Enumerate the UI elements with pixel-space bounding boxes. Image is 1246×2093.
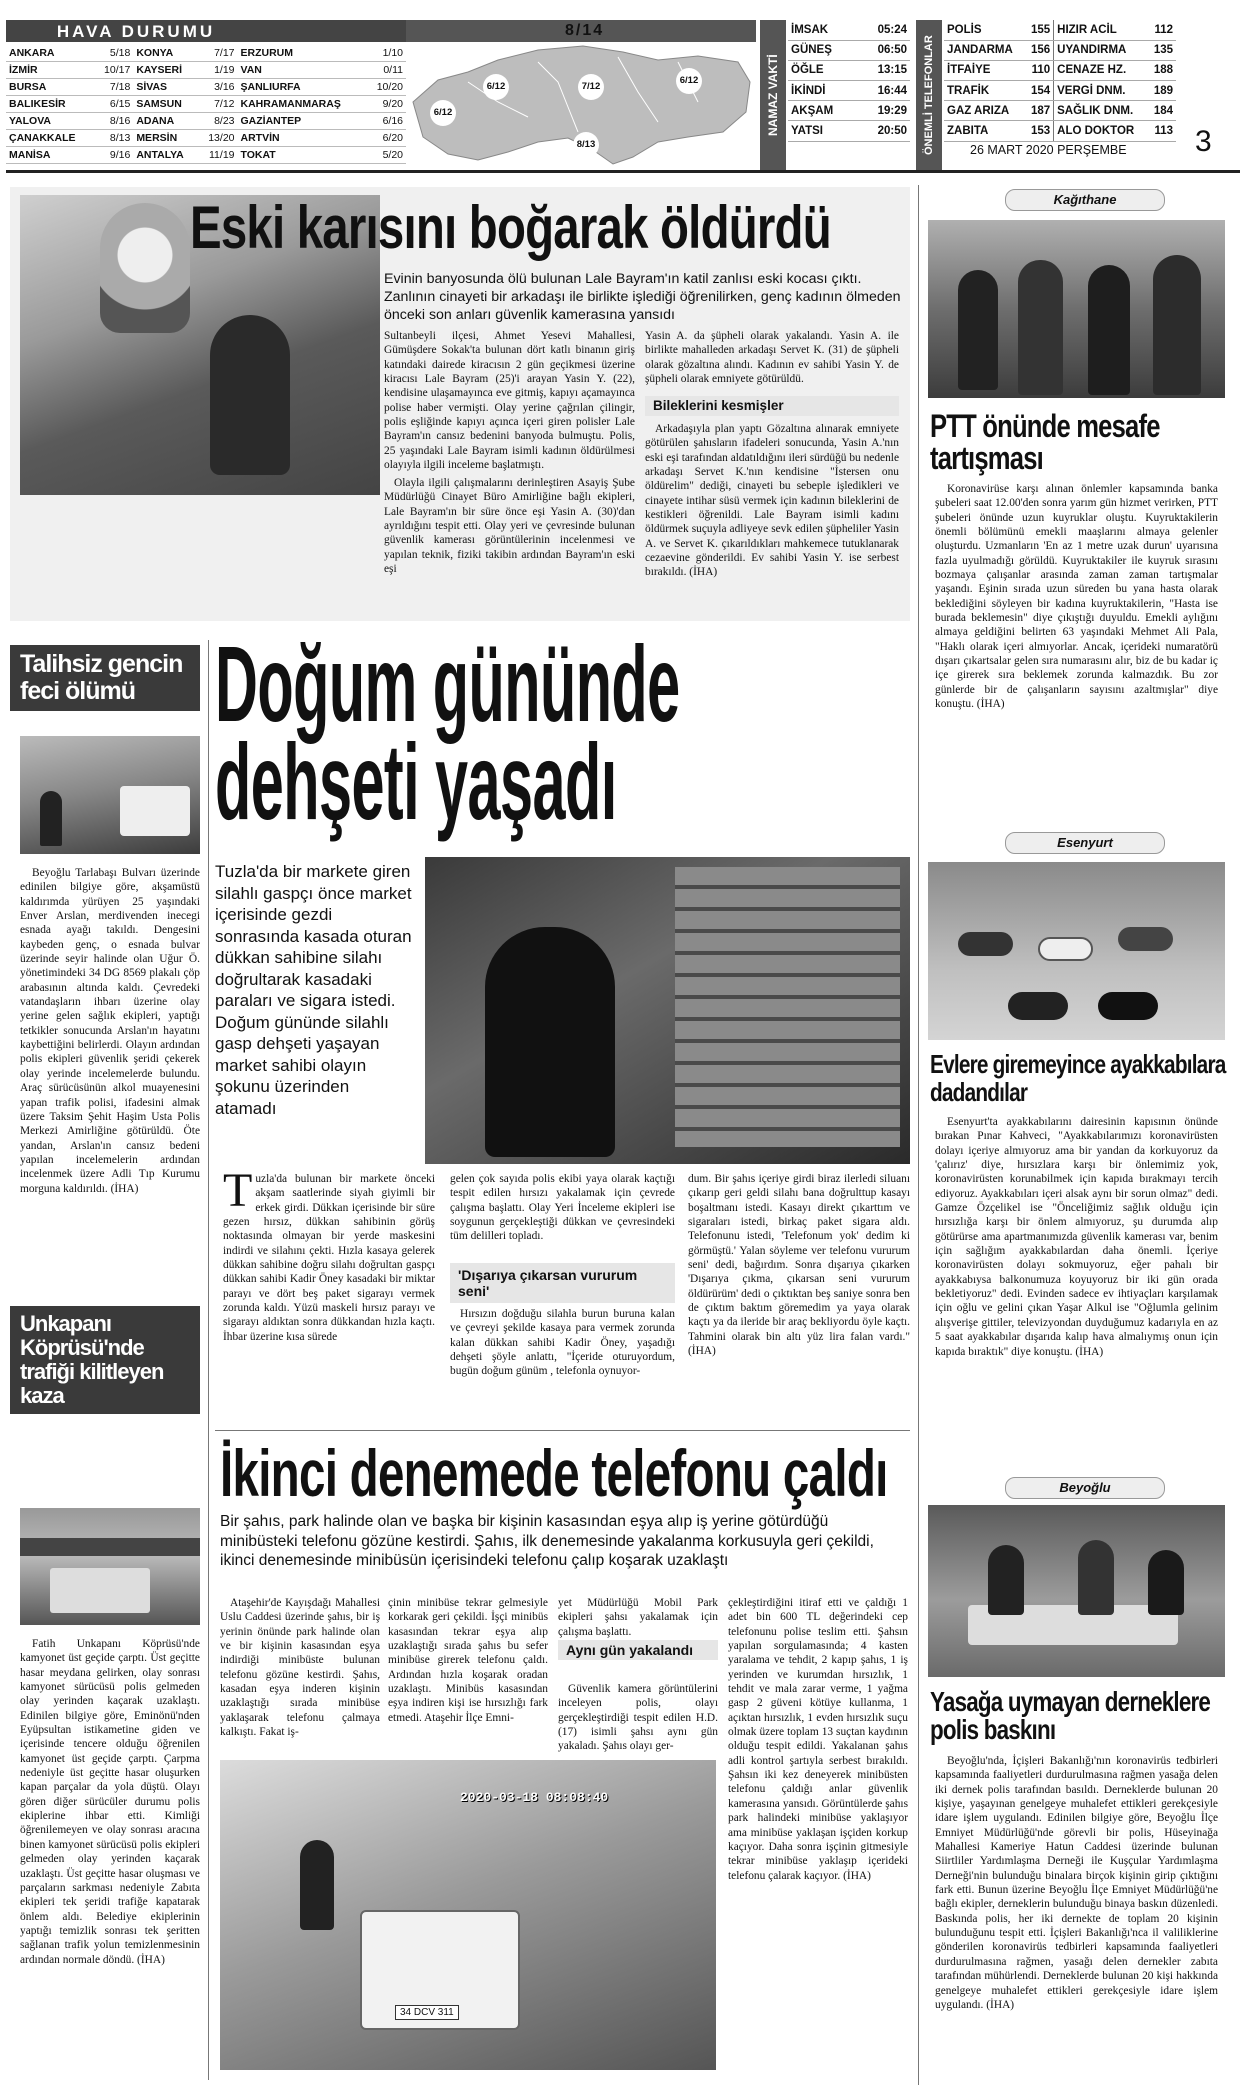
weather-city: ŞANLIURFA [238, 79, 367, 96]
prayer-name: ÖĞLE [788, 60, 858, 80]
phone-number: 189 [1148, 81, 1176, 101]
phone-service: TRAFİK [944, 81, 1025, 101]
weather-temp: 5/20 [367, 147, 406, 164]
weather-temp: 9/20 [367, 96, 406, 113]
left-text-talihsiz: Beyoğlu Tarlabaşı Bulvarı üzerinde edinilen bilgiye göre, akşamüstü kaldırımda yürüyen 25 yaşındaki Enver Arslan, merdivenden inecegi esnada ayağı takıldı. Dengesini kaybeden genç, o esnada bulvar üzerinde seyir halinde olan Uğur Ö. yönetimindeki 34 DG 8569 plakalı çöp arabasının altında kaldı. Çevredeki vatandaşların ihbarı üzerine olay yerine gelen sağlık ekipleri, yaptığı tetkikler sonucunda Arslan'ın hayatını kaybettiğini belirlerdi. Olayın ardından polis ekipleri güvenlik şeridi çekerek olay yerinde incelemelerde bulundu. Araç sürücüsünün alkol muayenesini yapan trafik polisi, ifadesini almak üzere Taksim Şehit Haşim Usta Polis Merkezi Amirliğine götürüldü. Öte yandan, Arslan'ın cansız bedeni yapılan incelemelerin ardından incelenmek üzere Adli Tıp Kurumu morguna kaldırıldı. (İHA) [20, 867, 200, 1195]
article3-col1: Ataşehir'de Kayışdağı Mahallesi Uslu Caddesi üzerinde şahıs, bir iş yerinin önünde park halinde olan ve bir kişinin kasasından eşya indirdiği minibüste bulunan telefonu gözüne kestirdi. Şahıs, kasadan eşya inderen kişinin uzaklaştığı sırada minibüse yaklaşarak telefonu çalmaya kalkıştı. Fakat iş- [220, 1597, 380, 1739]
weather-temp: 10/17 [94, 62, 133, 79]
prayer-row [788, 60, 910, 80]
prayer-time: 16:44 [858, 81, 910, 101]
weather-temp: 7/18 [94, 79, 133, 96]
weather-city: BURSA [6, 79, 94, 96]
weather-temp: 13/20 [198, 130, 237, 147]
weather-city: MANİSA [6, 147, 94, 164]
weather-city: İZMİR [6, 62, 94, 79]
article2-deck: Tuzla'da bir markete giren silahlı gaspçı önce market içerisinde gezdi sonrasında kasada oturan dükkan sahibine silahı doğrultarak kasadaki paraları ve sigara istedi. Doğum gününde silahlı gasp dehşeti yaşayan market sahibi olayın şokunu üzerinden atamadı [215, 862, 412, 1118]
issue-date: 26 MART 2020 PERŞEMBE [970, 143, 1127, 157]
article1-col2b: Arkadaşıyla plan yaptı Gözaltına alınarak emniyete götürülen şahısların ifadeleri sonucunda, Yasin A.'nın eski eşi tarafından aldatıldığını ileri sürdüğü bu nedenle arkadaşı Servet K.'nın kendisine "İstersen onu öldürelim" dediği, cinayeti bu sebeple işledikleri ve cinayete intihar süsü vermek için kadının bileklerini de kestikleri öğrenildi. Lale Bayram isimli kadını öldürmek suçuyla adliyeye sevk edilen şüpheliler Yasin A. ve Servet K. çıkarıldıkları mahkemece tutuklanarak cezaevine gönderildi. Ev sahibi Yasin Y. ise serbest bırakıldı. (İHA) [645, 423, 900, 579]
cctv-timestamp: 2020-03-18 08:08:40 [460, 1790, 609, 1805]
thief-figure [300, 1840, 334, 1930]
weather-temp: 0/11 [367, 62, 406, 79]
map-date: 8/14 [565, 22, 605, 39]
weather-temp: 7/17 [198, 45, 237, 62]
phone-row [944, 20, 1176, 40]
shoes-photo [928, 862, 1225, 1040]
weather-row [6, 62, 406, 79]
weather-temp: 11/19 [198, 147, 237, 164]
right-headline-ptt: PTT önünde mesafe tartışması [930, 408, 1160, 476]
phone-number: 188 [1148, 60, 1176, 80]
phone-number: 110 [1025, 60, 1054, 80]
prayer-name: YATSI [788, 121, 858, 141]
shoe [1098, 992, 1158, 1020]
prayer-row [788, 121, 910, 141]
shoe [958, 932, 1013, 956]
weather-row [6, 96, 406, 113]
phone-number: 156 [1025, 40, 1054, 60]
phone-service: ZABITA [944, 121, 1025, 141]
prayer-row [788, 20, 910, 40]
queue-person [1018, 260, 1063, 395]
person [988, 1545, 1024, 1615]
article2-headline-line1: Doğum gününde [215, 623, 680, 744]
weather-temp: 8/16 [94, 113, 133, 130]
map-label: 7/12 [578, 74, 604, 100]
bridge-shape [20, 1538, 200, 1556]
prayer-name: İMSAK [788, 20, 858, 40]
queue-person [1088, 265, 1130, 395]
weather-temp: 8/13 [94, 130, 133, 147]
minibus-cctv-photo [220, 1760, 716, 2070]
weather-city: KONYA [133, 45, 198, 62]
prayer-row [788, 81, 910, 101]
weather-city: KAYSERİ [133, 62, 198, 79]
shoe [1038, 937, 1093, 961]
right-headline-shoes: Evlere giremeyince ayakkabılara dadandılar [930, 1049, 1226, 1107]
prayer-time: 13:15 [858, 60, 910, 80]
phone-row [944, 40, 1176, 60]
person [1148, 1550, 1184, 1615]
weather-temp: 1/10 [367, 45, 406, 62]
prayer-time: 20:50 [858, 121, 910, 141]
prayer-row [788, 101, 910, 121]
right-sidebar-rule [918, 185, 919, 2085]
phone-service: GAZ ARIZA [944, 101, 1025, 121]
cctv-figure [210, 315, 290, 475]
article3-deck: Bir şahıs, park halinde olan ve başka bir kişinin kasasından eşya alıp iş yerine götürdüğü minibüsteki telefonu gözüne kestirdi. Şahıs, ilk denemesinde yakalanma korkusuyla geri çekildi, ikinci denemesinde minibüsün içerisindeki telefonu çalıp koşarak uzaklaştı [220, 1513, 874, 1569]
phone-number: 112 [1148, 20, 1176, 40]
prayer-name: GÜNEŞ [788, 40, 858, 60]
article2-col1: Tuzla'da bulunan bir markete önceki akşam saatlerinde siyah giyimli bir erkek girdi. Dükkan içerisinde bir süre gezen hırsız, dükkan sahibinin görüş noktasında olmayan bir yerde maskesini indirdi ve silahını çekti. Hızla kasaya gelerek dükkan sahibine doğru silahı doğrultan gaspçı dükkan sahibi Kadir Öney kasadaki bir miktar parayı ve dört beş paket sigarayı vermek zorunda kaldı. Yüzü maskeli hırsız parayı ve sigarayı aldıktan sonra dükkandan hızla kaçtı. İhbar üzerine kısa sürede [223, 1164, 435, 1343]
header-rule [6, 170, 1240, 173]
map-label: 6/12 [483, 74, 509, 100]
victim-portrait [100, 203, 190, 333]
weather-city: ADANA [133, 113, 198, 130]
phone-number: 155 [1025, 20, 1054, 40]
queue-person [958, 270, 998, 390]
istanbul-map [408, 42, 755, 170]
dernek-photo [928, 1505, 1225, 1677]
weather-city: TOKAT [238, 147, 367, 164]
phone-service: CENAZE HZ. [1054, 60, 1148, 80]
phone-service: UYANDIRMA [1054, 40, 1148, 60]
prayer-name: AKŞAM [788, 101, 858, 121]
phones-label: ÖNEMLİ TELEFONLAR [916, 20, 942, 170]
weather-row [6, 147, 406, 164]
article1-headline: Eski karısını boğarak öldürdü [190, 194, 831, 261]
right-headline-dernek: Yasağa uymayan derneklere polis baskını [930, 1686, 1211, 1745]
article3-subheading: Aynı gün yakalandı [558, 1640, 718, 1660]
left-text-unkapani: Fatih Unkapanı Köprüsü'nde kamyonet üst geçide çarptı. Üst geçitte hasar meydana gelirken, olay sonrası kamyonet sürücüsü polis gelmeden olay yerinden kaçarak uzaklaştı. Edinilen bilgiye göre, Eminönü'nden Eyüpsultan istikametine giden ve içerisinde tencere olduğu öğrenilen kamyonet üst geçide çarptı. Çarpma nedeniyle üst geçitte hasar oluşurken kapan parçalar da yola düştü. Olayı gören diğer sürücüler durumu polis ekiplerine ihbar etti. Kimliği öğrenilemeyen ve olay sonrası aracına binen kamyonet sürücüsü polis ekipleri gelmeden olay yerinden kaçarak uzaklaştı. Üst geçitte hasar oluşması ve parçaların sarkması nedeniyle Zabıta ekipleri tek şeridi trafiğe kapatarak önlem aldı. Belediye ekiplerinin yaptığı temizlik sonrası tek şeritten sağlanan trafik yolun temizlenmesinin ardından normale döndü. (İHA) [20, 1638, 200, 1966]
phone-number: 135 [1148, 40, 1176, 60]
phones-table [944, 20, 1176, 142]
map-label: 6/12 [676, 68, 702, 94]
prayer-times-table [788, 20, 910, 142]
weather-city: ÇANAKKALE [6, 130, 94, 147]
article3-col4: çekleştirdiğini itiraf etti ve çaldığı 1 adet bin 600 TL değerindeki cep telefonunu polise teslim etti. Şahsın yapılan sorgulamasında; 4 kasten yaralama ve tehdit, 2 kapıp şahıs, 1 iş yerinden ve kurumdan hırsızlık, 1 tehdit ve mala zarar verme, 1 yağma gasp 2 güveni kötüye kullanma, 1 açıktan hırsızlık, 1 evden hırsızlık suçu olmak üzere toplam 13 suçtan kaydının olduğu tespit edildi. Yakalanan şahıs adli kontrol şartıyla serbest bırakıldı. Şahsın iki kez deneyerek minibüsten telefonu çaldığı anlar güvenlik kamerasına yansıdı. Görüntülerde şahıs park halindeki minibüse yaklaşıyor ama minibüse yaklaşan işçiden korkup kaçıyor. Daha sonra işçinin gitmesiyle tekrar minibüse yaklaşıp içerideki telefonu çalarak kaçıyor. (İHA) [728, 1597, 908, 1882]
queue-person [1153, 255, 1201, 395]
tag-esenyurt: Esenyurt [1005, 832, 1165, 854]
article1-col1b: Olayla ilgili çalışmalarını derinleştiren Asayiş Şube Müdürlüğü Cinayet Büro Amirliğine bağlı ekipleri, Lale Bayram'ın bir süre önce eşi Yasin A. (30)'dan ayrıldığını tespit etti. Olay yeri ve çevresinde bulunan güvenlik kamerası görüntülerinin incelenmesi ve yapılan teknik, fiziki takibin ardından Bayram'ın eski eşi [384, 477, 635, 576]
article2-col2b: Hırsızın doğduğu silahla burun buruna kalan ve çevreyi şekilde kasaya para vermek zorunda kalan dükkan sahibi Kadir Öney, yaşadığı dehşeti şöyle anlattı, "İçeride oturuyordum, bugün doğum günüm , telefonla oynuyor- [450, 1308, 675, 1378]
tag-kagithane: Kağıthane [1005, 189, 1165, 211]
prayer-times-label: NAMAZ VAKTİ [760, 20, 786, 170]
weather-temp: 3/16 [198, 79, 237, 96]
market-cctv-photo [425, 857, 910, 1164]
person [1078, 1540, 1114, 1615]
truck-shape [120, 786, 190, 836]
prayer-row [788, 40, 910, 60]
person [40, 791, 62, 846]
truck-shape [50, 1568, 150, 1613]
dropcap: T [223, 1164, 253, 1217]
weather-city: SAMSUN [133, 96, 198, 113]
article1-col2a: Yasin A. da şüpheli olarak yakalandı. Yasin A. ile birlikte mahalleden arkadaşı Servet K. (31) de şüpheli olarak gözaltına alındı. Kadının ev sahibi Yasin Y. de şüpheli olarak emniyete götürüldü. [645, 330, 899, 386]
shelf-shape [675, 867, 900, 1147]
phone-number: 153 [1025, 121, 1054, 141]
right-text-shoes: Esenyurt'ta ayakkabılarını dairesinin kapısının önünde bırakan Pınar Kahveci, "Ayakkabılarımızı koronavirüsten dolayı içeriye almıyoruz ama bir yandan da korkuyoruz da 'çalırız' diye, hırsızlara karşı bir önlemimiz yok, koronavirüsten korunabilmek için kapıda bırakmayı tercih ediyoruz. Ayakkabıları içeri alsak aynı bir sorun olmaz" dedi. Gamze Özçelikel ise "Önceliğimiz sağlık olduğu için hırsızlığa karşı bir önlem almıyoruz, şu durumda alıp götürürse ama apartmanımızda güvenlik kamerası var, benim için sağlığım ayakkabılardan daha önemli. İçeriye koronavirüsten dolayı sokmuyoruz, eğer pahalı bir ayakkabıysa balkonumuza koyuyoruz bir iki gün orada bekletiyoruz" dedi. Evinden sadece ev ihtiyaçları karşılamak için oğlu ve gelini çıkan Yaşar Alkul ise "Oğlumla gelinim alışverişe gittiler, televizyondan duyduğumuz kadarıyla en az 5 saat ayakkabılar dışarıda kalıp hava almalıymış onun için kapıda bıraktık" diye konuştu. (İHA) [935, 1116, 1218, 1358]
phone-row [944, 60, 1176, 80]
weather-row [6, 79, 406, 96]
prayer-time: 05:24 [858, 20, 910, 40]
weather-row [6, 113, 406, 130]
prayer-name: İKİNDİ [788, 81, 858, 101]
article2-col3: dum. Bir şahıs içeriye girdi biraz ilerledi siluanı çıkarıp geri geldi silahı bana doğrulttup kasayı boşaltmanı istedi. Kasayı direkt çıkarttım ve sigaraları istedi, birkaç paket sigara aldı. Telefonunu istedi, 'Telefonum yok' dedim ki görmüştü.' Yalan söyleme ver telefonu vururum seni' dedi, bağırdım. Sonra dışarıya çıkarken 'Dışarıya çıkma, çıkarsan seni vururum öldürürüm' dedi o çıktıktan beş saniye sonra ben de çıktım baktım göremedim ya yaya olarak kaçtı ya da ileride bir araç bekliyordu öyle kaçtı. Tahmini olarak bin altı yüz lira falan vardı." (İHA) [688, 1173, 910, 1358]
weather-temp: 6/20 [367, 130, 406, 147]
weather-temp: 7/12 [198, 96, 237, 113]
phone-number: 184 [1148, 101, 1176, 121]
weather-city: ANTALYA [133, 147, 198, 164]
phone-service: POLİS [944, 20, 1025, 40]
left-headline-talihsiz: Talihsiz gencin feci ölümü [10, 645, 200, 711]
prayer-time: 19:29 [858, 101, 910, 121]
weather-temp: 5/18 [94, 45, 133, 62]
weather-city: ANKARA [6, 45, 94, 62]
weather-city: ERZURUM [238, 45, 367, 62]
weather-city: MERSİN [133, 130, 198, 147]
article2-headline-line2: dehşeti yaşadı [215, 721, 617, 842]
weather-row [6, 130, 406, 147]
tarlabasi-photo [20, 736, 200, 854]
shoe [1008, 992, 1068, 1020]
phone-service: JANDARMA [944, 40, 1025, 60]
right-text-ptt: Koronavirüse karşı alınan önlemler kapsamında banka şubeleri saat 12.00'den sonra yarım gün hizmet verirken, PTT şubeleri önünde uzun kuyruklar oluştu. Kuyruktakilerin önemli bölümünü emekli maaşlarını almaya gelenler oluşturdu. Uzmanların 'En az 1 metre uzak durun' uyarısına fazla uyulmadığı görüldü. Kuyruktakiler ile kuyruk sırasını bozmaya çalışanlar arasında zaman zaman tartışmalar yaşandı. Eşinin sırada uzun süreden bu yana hasta olarak beklediğini söyleyen bir kadına kuyruktakilerin, "Hasta ise burada beklemesin" diye çıkıştığı duyuldu. Emekli aylığını almaya geldiğini belirten 63 yaşındaki Mehmet Ali Pala, "Haklı olarak içeri almıyorlar. Ancak, içerideki numaratörü dışarı çıkartsalar gelen sıra numarasını alır, biz de bu kadar iç içe girerek sıra beklemek zorunda kalmazdık. Bu zor günlerde bir de çalışanların sayısını azaltmışlar" diye konuştu. (İHA) [935, 483, 1218, 711]
article2-subheading: 'Dışarıya çıkarsan vururum seni' [450, 1263, 675, 1303]
weather-temp: 8/23 [198, 113, 237, 130]
weather-city: KAHRAMANMARAŞ [238, 96, 367, 113]
article3-col2: çinin minibüse tekrar gelmesiyle korkarak geri çekildi. İşçi minibüs kasasından tekrar eşya alıp uzaklaştığı sırada şahıs bu sefer minibüse girerek telefonu çaldı. Ardından hızla koşarak oradan uzaklaştı. Minibüs kasasından eşya indiren kişi ise hırsızlığı fark etmedi. Ataşehir İlçe Emni- [388, 1597, 548, 1724]
article3-col3a: yet Müdürlüğü Mobil Park ekipleri şahsı yakalamak için çalışma başlattı. [558, 1597, 718, 1638]
phone-service: ALO DOKTOR [1054, 121, 1148, 141]
article2-rule [215, 1430, 910, 1431]
weather-city: SİVAS [133, 79, 198, 96]
weather-table [6, 45, 406, 164]
article1-col1: Sultanbeyli ilçesi, Ahmet Yesevi Mahallesi, Gümüşdere Sokak'ta bulunan dört katlı binanın giriş katındaki dairede kiracısın 2 gün geçikmesi üzerine kiracısı Lale Bayram (25)'i arayan Yasin Y. (22), kendisine ulaşamayınca eve gitmiş, kapıyı açamayınca polise haber vermişti. Olay yerine çağrılan çilingir, polis eşliğinde kapıyı açınca içeri giren polisler Lale Bayram'ın cansız bedenini banyoda bulmuştu. Polis, 25 yaşındaki Lale Bayram isimli kadının öldürülmesi olayıyla ilgili inceleme başlatmıştı. [384, 330, 635, 472]
phone-number: 154 [1025, 81, 1054, 101]
weather-temp: 6/15 [94, 96, 133, 113]
license-plate: 34 DCV 311 [395, 2005, 459, 2020]
phone-row [944, 101, 1176, 121]
weather-temp: 9/16 [94, 147, 133, 164]
phone-service: İTFAİYE [944, 60, 1025, 80]
unkapani-photo [20, 1508, 200, 1625]
article1-subheading: Bileklerini kesmişler [645, 396, 899, 416]
right-text-dernek: Beyoğlu'nda, İçişleri Bakanlığı'nın koronavirüs tedbirleri kapsamında faaliyetleri durdurulmasına rağmen yasağa delen iki dernek polis tarafından basıldı. Derneklerde bulunan 20 kişiye, yaşayınan genelgeye muhalefet ettikleri gerekçesiyle idare işlem uygulandı. Edinilen bilgiye göre, Beyoğlu İlçe Emniyet Müdürlüğü'nde görevli bir polis, Hüseyinağa Mahallesi Kameriye Hatun Caddesi üzerinde bulunan Siirtliler Yardımlaşma Derneği ile Kuşçular Yardımlaşma Derneği'nin bulunduğu binalara birçok kişinin girip çıktığını fark etti. Bunun üzerine Beyoğlu İlçe Emniyet Müdürlüğü'ne bağlı ekipler, derneklerin bulunduğu binaya baskın düzenledi. Baskında polis, her iki dernekte de toplam 20 kişinin bulunduğunu tespit etti. İçişleri Bakanlığı'nca il valiliklerine gönderilen koronavirüs tedbirleri kapsamında faaliyetleri durdurulmasına rağmen, yasağı delen dernekler zabıta tarafından mühürlendi. Derneklerde bulunan 20 kişi hakkında genelgeye muhalefet ettikleri gerekçesiyle idare işlem uygulandı. (İHA) [935, 1755, 1218, 2011]
prayer-time: 06:50 [858, 40, 910, 60]
weather-city: GAZİANTEP [238, 113, 367, 130]
weather-city: ARTVİN [238, 130, 367, 147]
phone-row [944, 81, 1176, 101]
map-label: 6/12 [430, 100, 456, 126]
shoe [1118, 927, 1173, 951]
article3-col3b: Güvenlik kamera görüntülerini inceleyen polis, olayı gerçekleştirdiği tespit edilen H.D. (17) isimli şahsı aynı gün yakaladı. Şahıs olayı ger- [558, 1683, 718, 1753]
weather-temp: 6/16 [367, 113, 406, 130]
tag-beyoglu: Beyoğlu [1005, 1477, 1165, 1499]
weather-temp: 1/19 [198, 62, 237, 79]
weather-city: BALIKESİR [6, 96, 94, 113]
robber-figure [485, 927, 615, 1157]
weather-city: VAN [238, 62, 367, 79]
phone-service: HIZIR ACİL [1054, 20, 1148, 40]
article2-col2: gelen çok sayıda polis ekibi yaya olarak kaçtığı tespit edilen hırsızı yakalamak için çevrede çalışma başlattı. Olay Yeri İnceleme ekipleri ise soygunun gerçekleştiği dükkan ve çevresindeki tüm delilleri topladı. [450, 1173, 675, 1243]
article3-headline: İkinci denemede telefonu çaldı [220, 1436, 888, 1510]
phone-number: 187 [1025, 101, 1054, 121]
weather-title: HAVA DURUMU [56, 22, 216, 41]
left-headline-unkapani: Unkapanı Köprüsü'nde trafiği kilitleyen kaza [10, 1306, 200, 1414]
article1-deck: Evinin banyosunda ölü bulunan Lale Bayram'ın katil zanlısı eski kocası çıktı. Zanlının cinayeti bir arkadaşı ile birlikte işlediği öğrenilirken, genç kadının ölmeden önceki son anları güvenlik kamerasına yansıdı [384, 271, 901, 323]
ptt-queue-photo [928, 220, 1225, 398]
phone-number: 113 [1148, 121, 1176, 141]
map-label: 8/13 [573, 132, 599, 158]
phone-service: VERGİ DNM. [1054, 81, 1148, 101]
weather-city: YALOVA [6, 113, 94, 130]
page-number: 3 [1195, 125, 1212, 158]
weather-row [6, 45, 406, 62]
weather-temp: 10/20 [367, 79, 406, 96]
phone-row [944, 121, 1176, 141]
left-sidebar-rule [208, 640, 209, 2080]
phone-service: SAĞLIK DNM. [1054, 101, 1148, 121]
